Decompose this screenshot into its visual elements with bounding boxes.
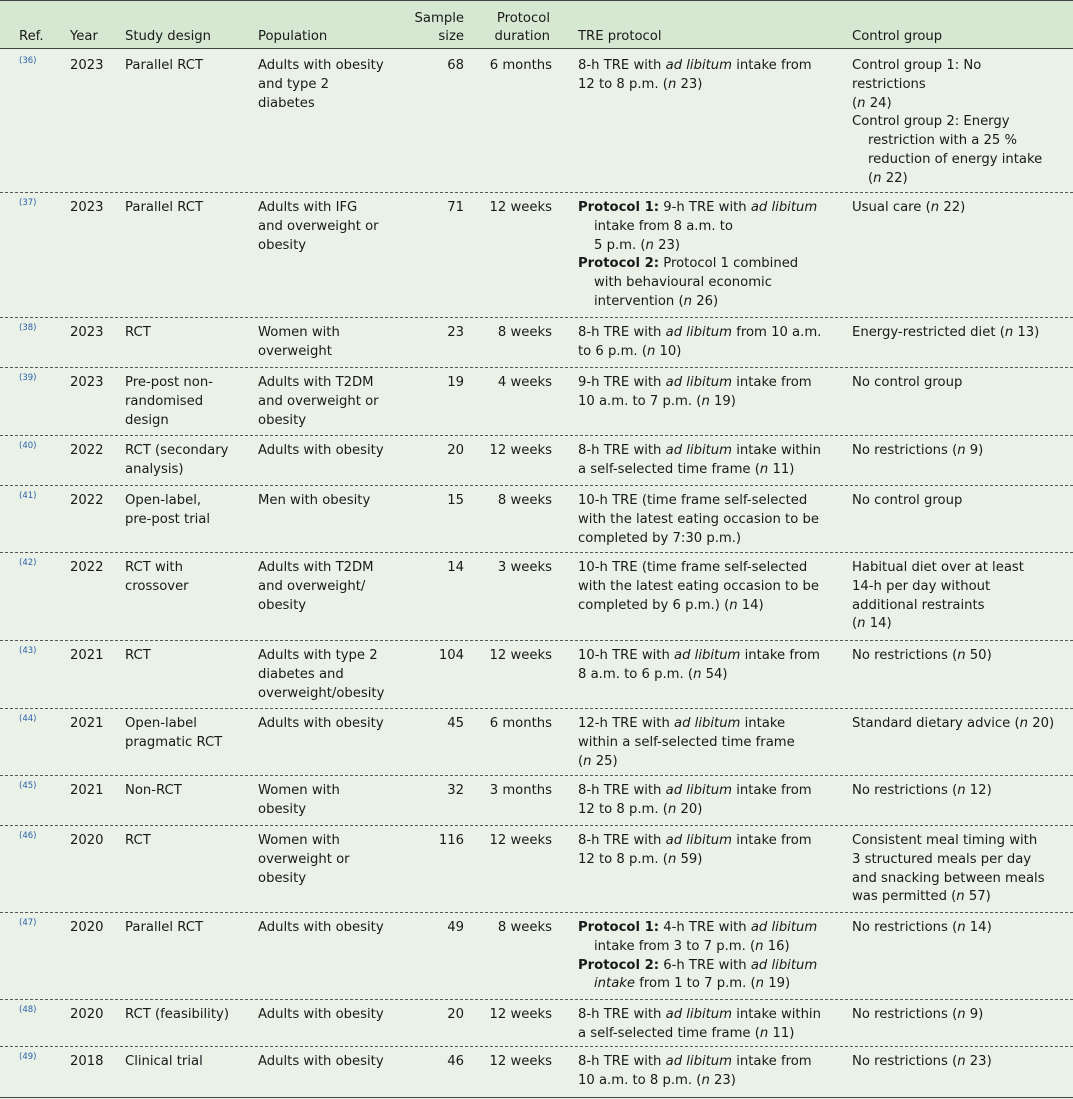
tre-protocol-cell: with the latest eating occasion to be (578, 578, 819, 594)
reference-link[interactable]: (43) (19, 646, 37, 656)
population-cell: Adults with obesity (258, 443, 384, 458)
year-cell: 2021 (70, 783, 104, 798)
header-sample-line2: size (438, 29, 464, 44)
population-cell: Adults with T2DM (258, 560, 374, 575)
study-design-cell: RCT (feasibility) (125, 1007, 229, 1022)
control-group-cell: Control group 1: No (852, 58, 982, 73)
row-divider (0, 775, 1073, 776)
population-cell: Adults with obesity (258, 1054, 384, 1069)
control-group-cell: No restrictions (n 14) (852, 920, 992, 935)
tre-protocol-cell: completed by 6 p.m.) (n 14) (578, 597, 764, 613)
population-cell: overweight/obesity (258, 685, 385, 701)
control-group-cell: restrictions (852, 76, 926, 92)
study-design-cell: design (125, 412, 169, 428)
protocol-label: Protocol 1: (578, 200, 660, 215)
reference-link[interactable]: (47) (19, 918, 37, 928)
study-design-cell: randomised (125, 393, 204, 409)
header-year: Year (70, 29, 98, 44)
tre-protocol-cell: a self-selected time frame (n 11) (578, 1025, 795, 1041)
population-cell: and type 2 (258, 76, 330, 92)
protocol-duration-cell: 3 weeks (497, 560, 552, 575)
header-sample (412, 10, 464, 46)
protocol-duration-cell: 12 weeks (489, 833, 552, 848)
reference-link[interactable]: (36) (19, 56, 37, 66)
population-cell: obesity (258, 597, 307, 613)
protocol-label: Protocol 2: (578, 957, 660, 973)
tre-protocol-cell: 8-h TRE with ad libitum intake from (578, 783, 812, 798)
header-population: Population (258, 29, 328, 44)
header-duration-line2: duration (494, 29, 550, 44)
protocol-label: Protocol 2: (578, 256, 660, 272)
year-cell: 2022 (70, 443, 104, 458)
control-group-cell: No restrictions (n 23) (852, 1054, 992, 1069)
year-cell: 2021 (70, 716, 104, 731)
sample-size-cell: 116 (438, 833, 464, 848)
study-design-cell: RCT with (125, 560, 183, 575)
row-divider (0, 367, 1073, 368)
year-cell: 2022 (70, 560, 104, 575)
row-divider (0, 825, 1073, 826)
protocol-duration-cell: 12 weeks (489, 1007, 552, 1022)
control-group-cell: additional restraints (852, 597, 985, 613)
tre-protocol-cell: 12 to 8 p.m. (n 59) (578, 851, 703, 867)
table-bottom-rule (0, 1097, 1073, 1098)
control-group-cell: was permitted (n 57) (852, 889, 991, 905)
population-cell: Adults with obesity (258, 716, 384, 731)
tre-protocol-cell: Protocol 2: Protocol 1 combined (578, 256, 799, 272)
control-group-cell: 14-h per day without (852, 578, 991, 594)
tre-protocol-cell: intake from 1 to 7 p.m. (n 19) (594, 976, 791, 992)
control-group-cell: No control group (852, 375, 963, 390)
tre-protocol-cell: 8-h TRE with ad libitum intake within (578, 1007, 821, 1022)
population-cell: and overweight/ (258, 578, 366, 594)
population-cell: diabetes and (258, 666, 344, 682)
sample-size-cell: 71 (447, 200, 464, 215)
tre-protocol-cell: to 6 p.m. (n 10) (578, 343, 682, 359)
protocol-duration-cell: 8 weeks (497, 325, 552, 340)
protocol-duration-cell: 12 weeks (489, 200, 552, 215)
tre-protocol-cell: intake from 3 to 7 p.m. (n 16) (594, 938, 790, 954)
header-duration (488, 10, 550, 46)
reference-link[interactable]: (37) (19, 198, 37, 208)
protocol-label: Protocol 1: (578, 920, 660, 935)
population-cell: Adults with type 2 (258, 648, 378, 663)
control-group-cell: Energy-restricted diet (n 13) (852, 325, 1040, 340)
row-divider (0, 435, 1073, 436)
reference-link[interactable]: (40) (19, 441, 37, 451)
year-cell: 2023 (70, 200, 104, 215)
tre-protocol-cell: (n 25) (578, 753, 618, 769)
study-design-cell: Open-label, (125, 493, 202, 508)
header-tre-protocol: TRE protocol (578, 29, 662, 44)
sample-size-cell: 15 (447, 493, 464, 508)
table-header (0, 0, 1073, 49)
population-cell: overweight (258, 343, 332, 359)
reference-link[interactable]: (48) (19, 1005, 37, 1015)
population-cell: Adults with obesity (258, 58, 384, 73)
tre-protocol-cell: 12 to 8 p.m. (n 23) (578, 76, 703, 92)
protocol-duration-cell: 4 weeks (497, 375, 552, 390)
year-cell: 2020 (70, 1007, 104, 1022)
study-design-cell: Pre-post non- (125, 375, 213, 390)
study-design-cell: Parallel RCT (125, 920, 204, 935)
row-divider (0, 192, 1073, 193)
sample-size-cell: 46 (447, 1054, 464, 1069)
study-design-cell: RCT (secondary (125, 443, 229, 458)
population-cell: diabetes (258, 95, 315, 111)
tre-protocol-cell: with behavioural economic (594, 275, 772, 291)
sample-size-cell: 20 (447, 443, 464, 458)
control-group-cell: Habitual diet over at least (852, 560, 1024, 575)
study-design-cell: crossover (125, 578, 189, 594)
tre-protocol-cell: intake from 8 a.m. to (594, 218, 733, 234)
control-group-cell: Standard dietary advice (n 20) (852, 716, 1055, 731)
reference-link[interactable]: (45) (19, 781, 37, 791)
population-cell: overweight or (258, 851, 350, 867)
control-group-cell: Usual care (n 22) (852, 200, 966, 215)
sample-size-cell: 14 (447, 560, 464, 575)
sample-size-cell: 19 (447, 375, 464, 390)
tre-protocol-cell: a self-selected time frame (n 11) (578, 461, 795, 477)
tre-protocol-cell: intervention (n 26) (594, 294, 719, 309)
year-cell: 2018 (70, 1054, 104, 1069)
study-design-cell: Open-label (125, 716, 197, 731)
control-group-cell: Control group 2: Energy (852, 114, 1010, 130)
tre-protocol-cell: 12-h TRE with ad libitum intake (578, 716, 786, 731)
control-group-cell: Consistent meal timing with (852, 833, 1038, 848)
tre-protocol-cell: 8-h TRE with ad libitum from 10 a.m. (578, 325, 822, 340)
year-cell: 2023 (70, 58, 104, 73)
tre-protocol-cell: completed by 7:30 p.m.) (578, 530, 742, 546)
sample-size-cell: 32 (447, 783, 464, 798)
tre-protocol-cell: 8-h TRE with ad libitum intake within (578, 443, 821, 458)
reference-link[interactable]: (42) (19, 558, 37, 568)
sample-size-cell: 68 (447, 58, 464, 73)
year-cell: 2023 (70, 325, 104, 340)
protocol-duration-cell: 12 weeks (489, 1054, 552, 1069)
row-divider (0, 1046, 1073, 1047)
row-divider (0, 708, 1073, 709)
tre-protocol-cell: within a self-selected time frame (578, 734, 795, 750)
year-cell: 2020 (70, 833, 104, 848)
row-divider (0, 552, 1073, 553)
population-cell: Women with (258, 833, 340, 848)
row-divider (0, 999, 1073, 1000)
header-duration-line1: Protocol (496, 11, 550, 26)
tre-protocol-cell: 8-h TRE with ad libitum intake from (578, 58, 812, 73)
tre-protocol-cell: 12 to 8 p.m. (n 20) (578, 801, 703, 817)
header-control-group: Control group (852, 29, 943, 44)
tre-protocol-cell: Protocol 2: 6-h TRE with ad libitum (578, 957, 818, 973)
reference-link[interactable]: (44) (19, 714, 37, 724)
sample-size-cell: 104 (438, 648, 464, 663)
population-cell: obesity (258, 801, 307, 817)
study-design-cell: Parallel RCT (125, 200, 204, 215)
reference-link[interactable]: (39) (19, 373, 37, 383)
tre-protocol-cell: 10-h TRE (time frame self-selected (578, 560, 808, 575)
protocol-duration-cell: 8 weeks (497, 920, 552, 935)
study-design-cell: pre-post trial (125, 511, 211, 527)
year-cell: 2023 (70, 375, 104, 390)
population-cell: obesity (258, 237, 307, 253)
year-cell: 2020 (70, 920, 104, 935)
population-cell: obesity (258, 412, 307, 428)
row-divider (0, 485, 1073, 486)
population-cell: Men with obesity (258, 493, 371, 508)
reference-link[interactable]: (49) (19, 1052, 37, 1062)
control-group-cell: No restrictions (n 9) (852, 443, 984, 458)
control-group-cell: No control group (852, 493, 963, 508)
protocol-duration-cell: 6 months (489, 716, 552, 731)
tre-protocol-cell: 10-h TRE (time frame self-selected (578, 493, 808, 508)
header-sample-line1: Sample (414, 11, 464, 26)
study-design-cell: RCT (125, 325, 151, 340)
tre-protocol-cell: 8 a.m. to 6 p.m. (n 54) (578, 666, 728, 682)
study-design-cell: Non-RCT (125, 783, 182, 798)
population-cell: obesity (258, 870, 307, 886)
control-group-cell: and snacking between meals (852, 870, 1045, 886)
tre-protocol-cell: Protocol 1: 4-h TRE with ad libitum (578, 920, 818, 935)
control-group-cell: 3 structured meals per day (852, 851, 1032, 867)
reference-link[interactable]: (41) (19, 491, 37, 501)
sample-size-cell: 20 (447, 1007, 464, 1022)
population-cell: Adults with IFG (258, 200, 358, 215)
row-divider (0, 912, 1073, 913)
population-cell: Women with (258, 325, 340, 340)
population-cell: and overweight or (258, 218, 379, 234)
control-group-cell: reduction of energy intake (868, 152, 1043, 167)
row-divider (0, 317, 1073, 318)
study-design-cell: pragmatic RCT (125, 734, 223, 750)
tre-protocol-cell: 8-h TRE with ad libitum intake from (578, 1054, 812, 1069)
tre-protocol-cell: 10 a.m. to 8 p.m. (n 23) (578, 1072, 736, 1088)
population-cell: and overweight or (258, 393, 379, 409)
protocol-duration-cell: 8 weeks (497, 493, 552, 508)
control-group-cell: restriction with a 25 % (868, 133, 1018, 149)
control-group-cell: (n 24) (852, 95, 892, 111)
tre-protocol-cell: 5 p.m. (n 23) (594, 237, 681, 253)
row-divider (0, 640, 1073, 641)
sample-size-cell: 45 (447, 716, 464, 731)
tre-protocol-cell: 10-h TRE with ad libitum intake from (578, 648, 821, 663)
population-cell: Adults with obesity (258, 1007, 384, 1022)
year-cell: 2022 (70, 493, 104, 508)
control-group-cell: (n 22) (868, 170, 908, 186)
control-group-cell: (n 14) (852, 616, 892, 632)
reference-link[interactable]: (38) (19, 323, 37, 333)
population-cell: Women with (258, 783, 340, 798)
control-group-cell: No restrictions (n 50) (852, 648, 992, 663)
study-design-cell: analysis) (125, 461, 184, 477)
control-group-cell: No restrictions (n 9) (852, 1007, 984, 1022)
reference-link[interactable]: (46) (19, 831, 37, 841)
sample-size-cell: 23 (447, 325, 464, 340)
tre-protocol-cell: 8-h TRE with ad libitum intake from (578, 833, 812, 848)
study-design-cell: Parallel RCT (125, 58, 204, 73)
tre-protocol-cell: 10 a.m. to 7 p.m. (n 19) (578, 393, 736, 409)
population-cell: Adults with T2DM (258, 375, 374, 390)
study-design-cell: RCT (125, 833, 151, 848)
protocol-duration-cell: 12 weeks (489, 648, 552, 663)
control-group-cell: No restrictions (n 12) (852, 783, 992, 798)
tre-protocol-cell: Protocol 1: 9-h TRE with ad libitum (578, 200, 818, 215)
protocol-duration-cell: 3 months (489, 783, 552, 798)
population-cell: Adults with obesity (258, 920, 384, 935)
sample-size-cell: 49 (447, 920, 464, 935)
tre-protocol-cell: with the latest eating occasion to be (578, 511, 819, 527)
study-design-cell: RCT (125, 648, 151, 663)
header-study-design: Study design (125, 29, 212, 44)
tre-protocol-cell: 9-h TRE with ad libitum intake from (578, 375, 812, 390)
protocol-duration-cell: 6 months (489, 58, 552, 73)
study-design-cell: Clinical trial (125, 1054, 203, 1069)
header-ref: Ref. (19, 29, 44, 44)
year-cell: 2021 (70, 648, 104, 663)
protocol-duration-cell: 12 weeks (489, 443, 552, 458)
